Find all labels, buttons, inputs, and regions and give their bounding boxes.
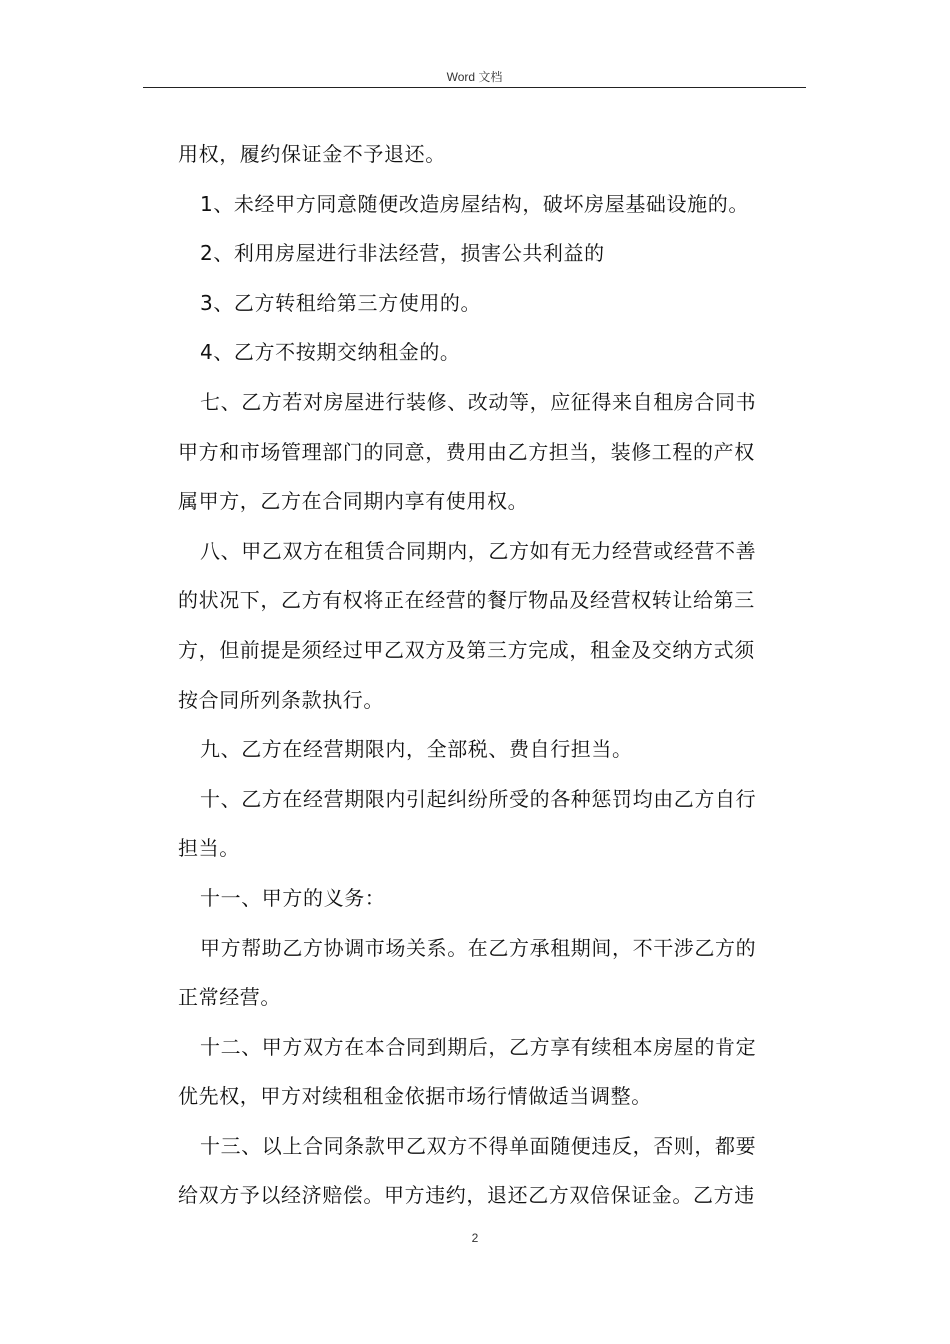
paragraph-line: 优先权，甲方对续租租金依据市场行情做适当调整。 (178, 1084, 652, 1109)
paragraph-line: 十二、甲方双方在本合同到期后，乙方享有续租本房屋的肯定 (200, 1034, 757, 1059)
header-divider (143, 87, 806, 88)
paragraph-line: 七、乙方若对房屋进行装修、改动等，应征得来自租房合同书 (200, 389, 757, 414)
paragraph-line: 八、甲乙双方在租赁合同期内，乙方如有无力经营或经营不善 (200, 538, 757, 563)
document-body (178, 130, 808, 1221)
paragraph-line: 1、未经甲方同意随便改造房屋结构，破坏房屋基础设施的。 (200, 191, 749, 216)
paragraph-line: 十、乙方在经营期限内引起纠纷所受的各种惩罚均由乙方自行 (200, 786, 757, 811)
paragraph-line: 方，但前提是须经过甲乙双方及第三方完成，租金及交纳方式须 (178, 637, 755, 662)
paragraph-line: 十三、以上合同条款甲乙双方不得单面随便违反，否则，都要 (200, 1133, 757, 1158)
paragraph-line: 担当。 (178, 836, 240, 861)
paragraph-line: 九、乙方在经营期限内，全部税、费自行担当。 (200, 737, 633, 762)
paragraph-line: 十一、甲方的义务： (200, 885, 386, 910)
paragraph-line: 给双方予以经济赔偿。甲方违约，退还乙方双倍保证金。乙方违 (178, 1183, 755, 1208)
paragraph-line: 甲方和市场管理部门的同意，费用由乙方担当，装修工程的产权 (178, 439, 755, 464)
paragraph-line: 用权，履约保证金不予退还。 (178, 142, 446, 166)
paragraph-line: 按合同所列条款执行。 (178, 687, 384, 712)
page-header: Word 文档 (446, 70, 503, 84)
paragraph-line: 甲方帮助乙方协调市场关系。在乙方承租期间，不干涉乙方的 (200, 935, 757, 960)
paragraph-line: 4、乙方不按期交纳租金的。 (200, 340, 461, 365)
paragraph-line: 2、利用房屋进行非法经营，损害公共利益的 (200, 241, 605, 266)
paragraph-line: 的状况下，乙方有权将正在经营的餐厅物品及经营权转让给第三 (178, 588, 755, 613)
paragraph-line: 正常经营。 (178, 985, 281, 1010)
page-number: 2 (471, 1231, 479, 1245)
paragraph-line: 属甲方，乙方在合同期内享有使用权。 (178, 489, 529, 514)
paragraph-line: 3、乙方转租给第三方使用的。 (200, 290, 482, 315)
